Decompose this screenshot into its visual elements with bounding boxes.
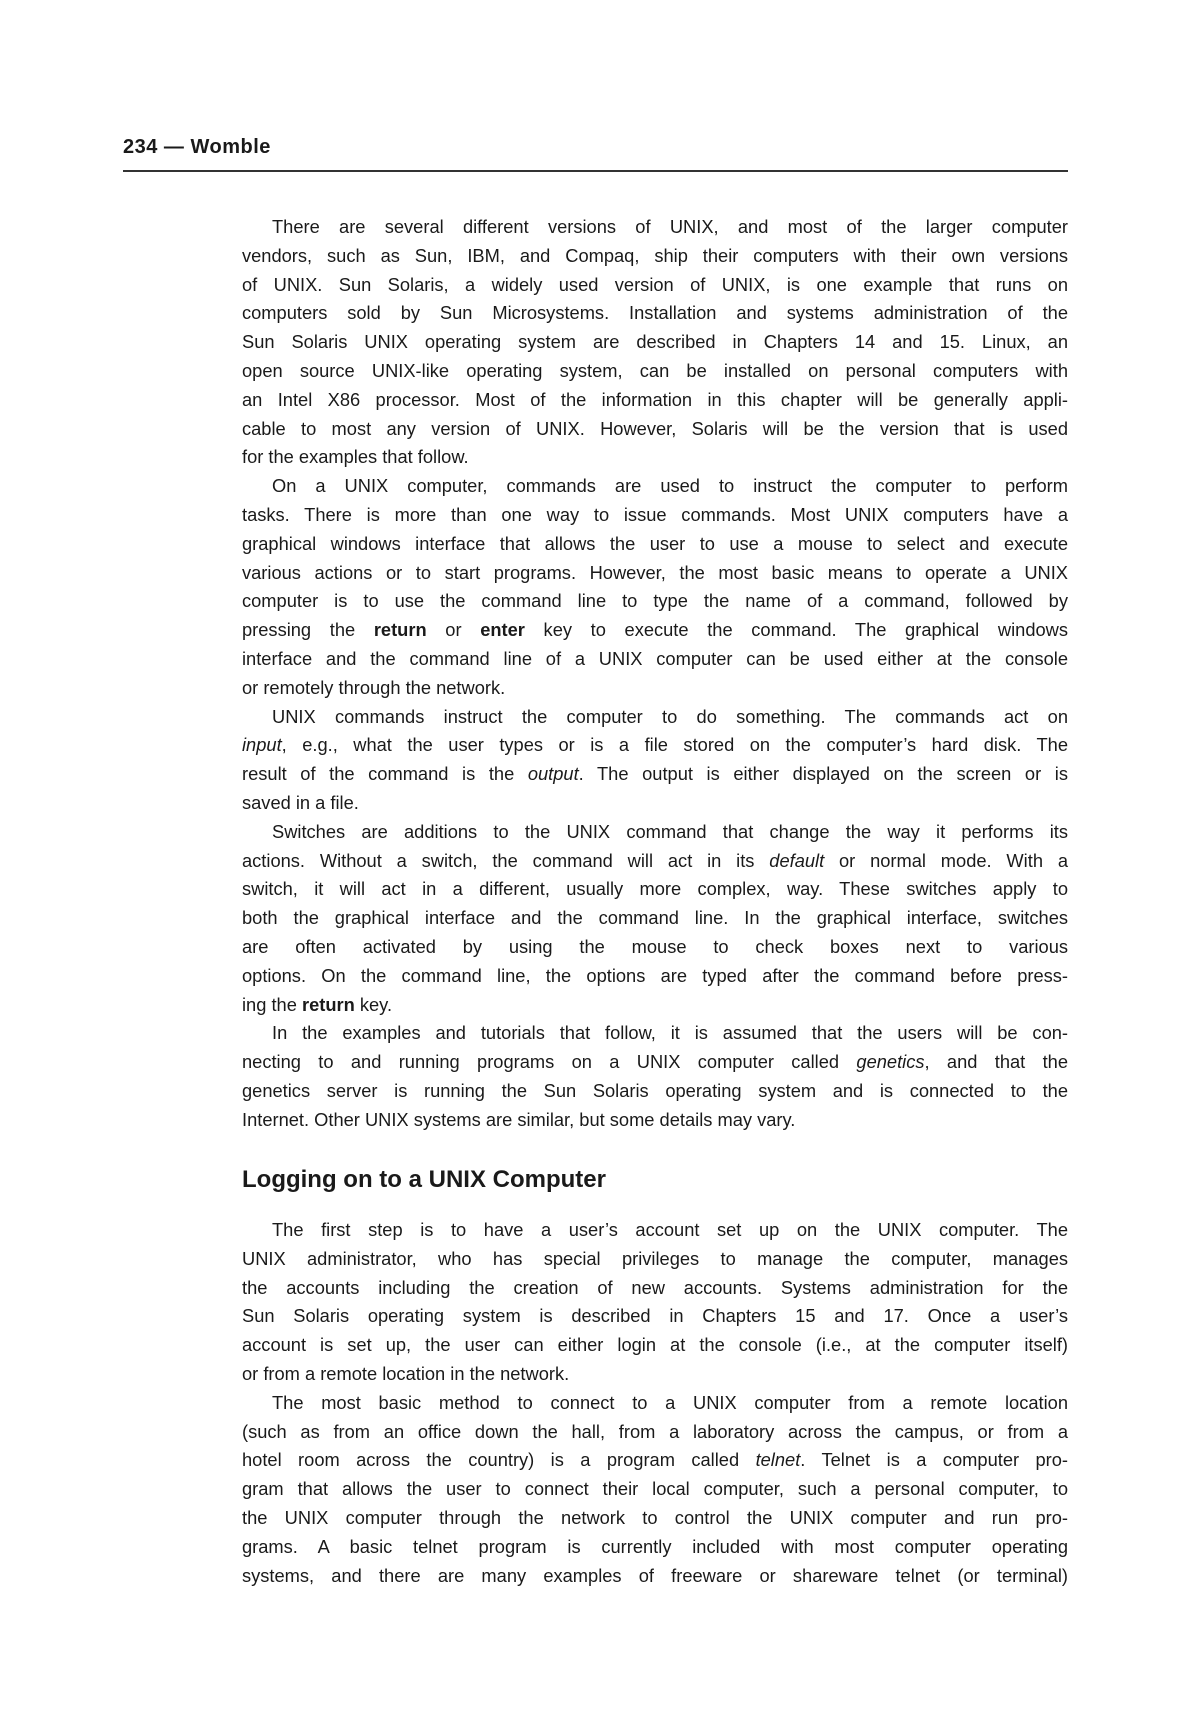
bold-term: return [373, 619, 427, 641]
text-run: , and that the [924, 1051, 1068, 1073]
text-run: an Intel X86 processor. Most of the information in this chapter will be generally appli- [242, 388, 1068, 410]
text-line [242, 991, 1068, 1020]
text-run: necting to and running programs on a UNIX computer called [242, 1051, 857, 1073]
text-run: the UNIX computer through the network to control the UNIX computer and run pro- [242, 1506, 1068, 1528]
text-run: are often activated by using the mouse to check boxes next to various [242, 935, 1068, 957]
text-run: UNIX administrator, who has special privileges to manage the computer, manages [242, 1247, 1068, 1269]
text-run: (such as from an office down the hall, from a laboratory across the campus, or from a [242, 1420, 1068, 1442]
text-run: actions. Without a switch, the command will act in its [242, 849, 770, 871]
text-run: On a UNIX computer, commands are used to instruct the computer to perform [272, 475, 1068, 497]
text-run: cable to most any version of UNIX. However, Solaris will be the version that is used [242, 417, 1068, 439]
paragraph [242, 472, 1068, 702]
italic-term: output [527, 763, 579, 785]
text-run: saved in a file. [242, 791, 359, 813]
text-run: tasks. There is more than one way to issue commands. Most UNIX computers have a [242, 503, 1068, 525]
text-line [242, 299, 1068, 328]
text-run: gram that allows the user to connect their local computer, such a personal computer, to [242, 1478, 1068, 1500]
text-run: the accounts including the creation of new accounts. Systems administration for the [242, 1276, 1068, 1298]
text-run: vendors, such as Sun, IBM, and Compaq, ship their computers with their own versions [242, 244, 1068, 266]
text-line [242, 357, 1068, 386]
running-head: 234 — Womble [123, 136, 271, 158]
text-line [242, 1302, 1068, 1331]
text-line [242, 616, 1068, 645]
text-run: The first step is to have a user’s account set up on the UNIX computer. The [272, 1219, 1068, 1240]
paragraph [242, 1019, 1068, 1134]
bold-term: return [301, 993, 355, 1015]
text-line [242, 1562, 1068, 1591]
text-run: result of the command is the [242, 763, 528, 785]
text-run: or normal mode. With a [824, 849, 1068, 871]
text-run: Sun Solaris operating system is described in Chapters 15 and 17. Once a user’s [242, 1305, 1068, 1327]
italic-term: default [769, 849, 825, 871]
text-run: or [426, 619, 481, 641]
text-run: graphical windows interface that allows the user to use a mouse to select and execute [242, 532, 1068, 554]
text-line [242, 818, 1068, 847]
text-line [242, 271, 1068, 300]
text-line [242, 1533, 1068, 1562]
text-line [242, 559, 1068, 588]
text-run: Internet. Other UNIX systems are similar, but some details may vary. [242, 1108, 796, 1130]
text-line [242, 731, 1068, 760]
text-line [242, 645, 1068, 674]
section-heading: Logging on to a UNIX Computer [242, 1166, 606, 1193]
text-line [242, 1360, 1068, 1389]
text-line [242, 1504, 1068, 1533]
italic-term: genetics [856, 1051, 925, 1073]
text-run: pressing the [242, 619, 374, 641]
text-line [242, 530, 1068, 559]
paragraph [242, 703, 1068, 818]
text-run: There are several different versions of UNIX, and most of the larger computer [272, 216, 1068, 237]
text-line [242, 1019, 1068, 1048]
text-run: ing the [242, 993, 302, 1015]
text-run: computer is to use the command line to type the name of a command, followed by [242, 590, 1068, 612]
text-run: open source UNIX-like operating system, can be installed on personal computers with [242, 359, 1068, 381]
paragraph [242, 818, 1068, 1020]
body-text-section-2 [242, 1216, 1068, 1590]
text-run: various actions or to start programs. However, the most basic means to operate a UNIX [242, 561, 1068, 583]
text-run: Switches are additions to the UNIX command that change the way it performs its [272, 820, 1068, 842]
text-run: In the examples and tutorials that follow, it is assumed that the users will be con- [272, 1022, 1068, 1044]
text-run: both the graphical interface and the command line. In the graphical interface, switches [242, 907, 1068, 929]
text-run: interface and the command line of a UNIX computer can be used either at the console [242, 647, 1068, 669]
text-run: or from a remote location in the network. [242, 1362, 570, 1384]
text-run: grams. A basic telnet program is currently included with most computer operating [242, 1535, 1068, 1557]
text-line [242, 472, 1068, 501]
text-run: genetics server is running the Sun Solaris operating system and is connected to the [242, 1079, 1068, 1101]
body-text-section-1 [242, 213, 1068, 1135]
text-run: switch, it will act in a different, usually more complex, way. These switches apply to [242, 878, 1068, 900]
text-line [242, 1106, 1068, 1135]
text-line [242, 904, 1068, 933]
text-line [242, 1048, 1068, 1077]
text-line [242, 674, 1068, 703]
text-line [242, 587, 1068, 616]
text-line [242, 875, 1068, 904]
text-run: key. [354, 993, 393, 1015]
text-line [242, 1274, 1068, 1303]
text-run: UNIX commands instruct the computer to do something. The commands act on [272, 705, 1068, 727]
text-line [242, 501, 1068, 530]
paragraph [242, 213, 1068, 472]
text-run: key to execute the command. The graphical windows [524, 619, 1068, 641]
bold-term: enter [480, 619, 525, 641]
text-run: of UNIX. Sun Solaris, a widely used version of UNIX, is one example that runs on [242, 273, 1068, 295]
text-run: , e.g., what the user types or is a file stored on the computer’s hard disk. The [281, 734, 1068, 756]
text-run: The most basic method to connect to a UNIX computer from a remote location [272, 1391, 1068, 1413]
text-line [242, 1331, 1068, 1360]
italic-term: telnet [755, 1449, 801, 1471]
text-line [242, 1245, 1068, 1274]
header-rule [123, 170, 1068, 172]
text-line [242, 415, 1068, 444]
text-line [242, 1418, 1068, 1447]
text-line [242, 1077, 1068, 1106]
text-run: hotel room across the country) is a program called [242, 1449, 756, 1471]
text-line [242, 328, 1068, 357]
text-line [242, 760, 1068, 789]
text-line [242, 1389, 1068, 1418]
text-run: . The output is either displayed on the screen or is [578, 763, 1068, 785]
text-line [242, 213, 1068, 242]
text-line [242, 386, 1068, 415]
paragraph [242, 1216, 1068, 1389]
text-run: Sun Solaris UNIX operating system are described in Chapters 14 and 15. Linux, an [242, 331, 1068, 353]
text-line [242, 242, 1068, 271]
text-line [242, 962, 1068, 991]
text-run: or remotely through the network. [242, 676, 506, 698]
text-line [242, 847, 1068, 876]
text-run: systems, and there are many examples of freeware or shareware telnet (or terminal) [242, 1564, 1068, 1586]
text-line [242, 933, 1068, 962]
text-line [242, 789, 1068, 818]
text-run: for the examples that follow. [242, 446, 469, 468]
italic-term: input [242, 734, 282, 756]
text-line [242, 1216, 1068, 1245]
text-line [242, 1475, 1068, 1504]
text-line [242, 703, 1068, 732]
text-run: options. On the command line, the options are typed after the command before press- [242, 964, 1068, 986]
text-line [242, 443, 1068, 472]
text-run: account is set up, the user can either login at the console (i.e., at the computer itself) [242, 1334, 1068, 1356]
text-run: computers sold by Sun Microsystems. Installation and systems administration of the [242, 302, 1068, 324]
text-run: . Telnet is a computer pro- [800, 1449, 1068, 1471]
paragraph [242, 1389, 1068, 1591]
text-line [242, 1446, 1068, 1475]
